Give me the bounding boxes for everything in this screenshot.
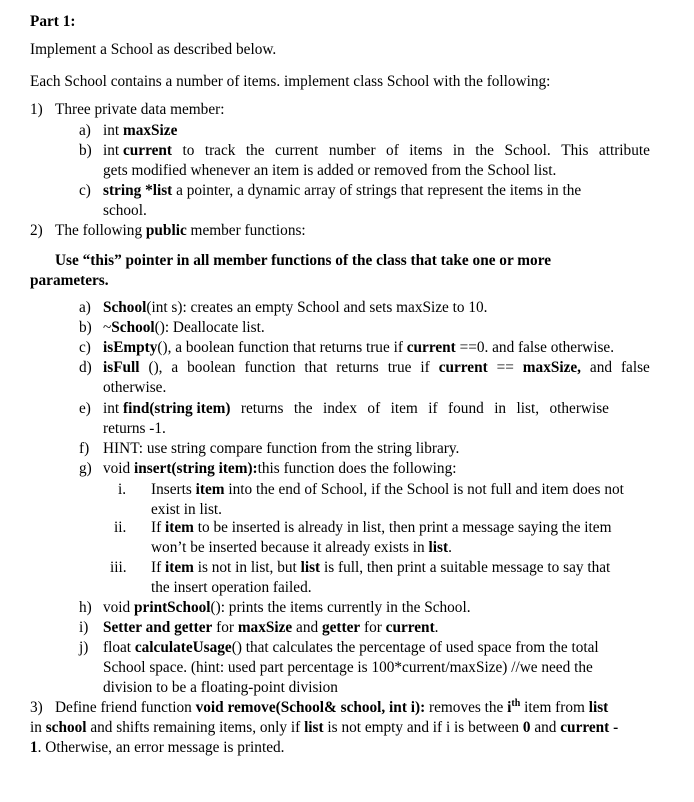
- item-2g-text: void insert(string item):this function does the following:: [103, 460, 457, 477]
- section-3-marker: 3): [30, 699, 43, 716]
- item-2j-line2: School space. (hint: used part percentage is 100*current/maxSize) //we need the: [103, 659, 593, 676]
- item-2g-iii-line2: the insert operation failed.: [151, 579, 312, 596]
- item-2i-marker: i): [79, 619, 89, 636]
- item-2j-line1: float calculateUsage() that calculates the percentage of used space from the total: [103, 639, 599, 656]
- section-2-marker: 2): [30, 222, 43, 239]
- section-3-line2: in school and shifts remaining items, only if list is not empty and if i is between 0 and current -: [30, 719, 619, 736]
- item-2d-line1: isFull (), a boolean function that returns true if current == maxSize, and false: [103, 359, 650, 376]
- item-2g-marker: g): [79, 460, 92, 477]
- item-2g-i-line2: exist in list.: [151, 501, 222, 518]
- item-2a-text: School(int s): creates an empty School and sets maxSize to 10.: [103, 299, 488, 316]
- item-2c-marker: c): [79, 339, 91, 356]
- item-1b-marker: b): [79, 142, 92, 159]
- item-2g-i-line1: Inserts item into the end of School, if the School is not full and item does not: [151, 481, 624, 498]
- item-2g-iii-marker: iii.: [110, 559, 127, 576]
- item-2f-text: HINT: use string compare function from the string library.: [103, 440, 460, 457]
- item-2j-line3: division to be a floating-point division: [103, 679, 338, 696]
- section-3-line3: 1. Otherwise, an error message is printed.: [30, 739, 285, 756]
- item-2a-marker: a): [79, 299, 91, 316]
- item-2b-marker: b): [79, 319, 92, 336]
- item-2g-ii-marker: ii.: [114, 519, 127, 536]
- item-2g-ii-line2: won’t be inserted because it already exists in list.: [151, 539, 452, 556]
- item-1c-line2: school.: [103, 202, 147, 219]
- item-2j-marker: j): [79, 639, 89, 656]
- item-2d-line2: otherwise.: [103, 379, 167, 396]
- item-1b-line1: int current to track the current number of items in the School. This attribute: [103, 142, 650, 159]
- item-2e-line1: int find(string item) returns the index of item if found in list, otherwise: [103, 400, 609, 417]
- item-2e-line2: returns -1.: [103, 420, 166, 437]
- item-2i-text: Setter and getter for maxSize and getter for current.: [103, 619, 439, 636]
- item-2e-marker: e): [79, 400, 91, 417]
- item-2f-marker: f): [79, 440, 90, 457]
- item-1a-text: int maxSize: [103, 122, 178, 139]
- section-3-line1: Define friend function void remove(School& school, int i): removes the $i^{th}$ item from list: [55, 698, 609, 716]
- item-2g-iii-line1: If item is not in list, but list is full, then print a suitable message to say that: [151, 559, 611, 576]
- intro-text: Implement a School as described below.: [30, 41, 277, 58]
- item-2h-marker: h): [79, 599, 92, 616]
- item-2g-i-marker: i.: [118, 481, 127, 498]
- item-1b-line2: gets modified whenever an item is added or removed from the School list.: [103, 162, 557, 179]
- item-2c-text: isEmpty(), a boolean function that returns true if current ==0. and false otherwise.: [103, 339, 615, 356]
- lead-text: Each School contains a number of items. implement class School with the following:: [30, 73, 551, 90]
- item-2d-marker: d): [79, 359, 92, 376]
- section-1-title: Three private data member:: [55, 101, 225, 118]
- item-2h-text: void printSchool(): prints the items currently in the School.: [103, 599, 471, 616]
- this-pointer-note-line2: parameters.: [30, 272, 109, 289]
- section-2-title: The following public member functions:: [55, 222, 306, 239]
- item-2b-text: ~School(): Deallocate list.: [103, 319, 265, 336]
- item-1a-marker: a): [79, 122, 91, 139]
- item-2g-ii-line1: If item to be inserted is already in list, then print a message saying the item: [151, 519, 612, 536]
- page-heading: Part 1:: [30, 13, 76, 30]
- section-1-marker: 1): [30, 101, 43, 118]
- item-1c-marker: c): [79, 182, 91, 199]
- this-pointer-note-line1: Use “this” pointer in all member functions of the class that take one or more: [55, 252, 551, 269]
- item-1c-line1: string *list a pointer, a dynamic array of strings that represent the items in the: [103, 182, 582, 199]
